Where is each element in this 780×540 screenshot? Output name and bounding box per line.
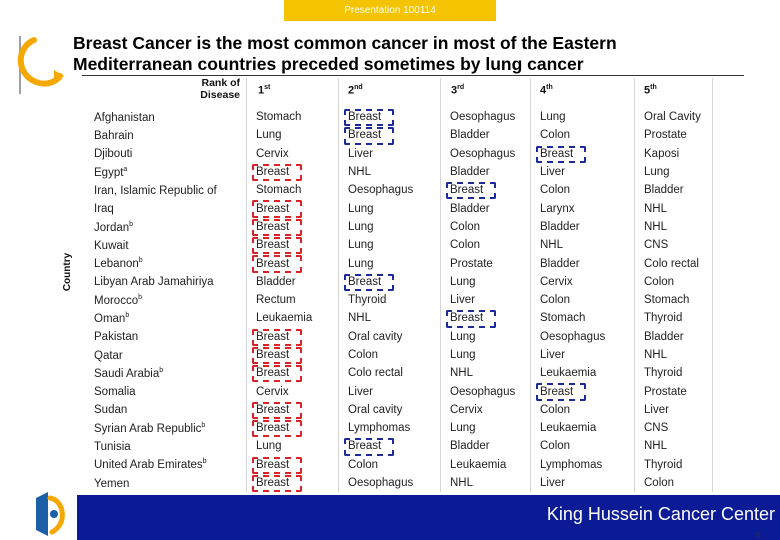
- footnote-marker: b: [201, 421, 206, 429]
- rank-cell: Stomach: [256, 184, 302, 197]
- rank-cell: Colon: [644, 275, 675, 288]
- country-cell: [94, 346, 256, 364]
- rank-cell: Bladder: [540, 220, 580, 233]
- breast-highlight: [446, 310, 496, 327]
- breast-highlight: [446, 182, 496, 199]
- rank-cell: Bladder: [256, 275, 296, 288]
- rank-cell: Breast: [256, 458, 290, 471]
- rank-cell: Colon: [348, 458, 379, 471]
- country-cell: [94, 218, 256, 236]
- table-row: [94, 126, 724, 144]
- rank-cell: Lung: [540, 111, 566, 124]
- rank-cell: Prostate: [644, 129, 687, 142]
- rank-cell: Thyroid: [644, 458, 683, 471]
- rank-cell: NHL: [644, 349, 668, 361]
- khcc-logo-icon: [30, 488, 70, 540]
- rank-of-disease-label: [178, 77, 240, 101]
- table-row: [94, 474, 724, 492]
- first-rank-breast-highlight: [252, 365, 302, 382]
- rank-cell: Breast: [540, 385, 574, 398]
- table-row: [94, 346, 724, 364]
- country-name: Djibouti: [94, 148, 133, 161]
- title-line-1: Breast Cancer is the most common cancer in most of the Eastern: [73, 33, 617, 53]
- table-row: [94, 273, 724, 291]
- table-row: [94, 401, 724, 419]
- rank-cell: Cervix: [256, 385, 289, 398]
- first-rank-breast-highlight: [252, 420, 302, 437]
- cancer-rank-table: [94, 108, 724, 492]
- rank-cell: Oral cavity: [348, 330, 403, 343]
- cancer-rank-table-body: [94, 108, 724, 492]
- rank-cell: Colon: [540, 403, 571, 416]
- rank-header-5: [644, 84, 657, 97]
- rank-cell: Cervix: [540, 275, 573, 288]
- rank-cell: Breast: [256, 257, 290, 270]
- rank-header-4: [540, 84, 553, 97]
- country-cell: [94, 254, 256, 272]
- rank-header-sup: nd: [354, 84, 363, 91]
- breast-highlight: [344, 274, 394, 291]
- footnote-marker: b: [138, 293, 143, 301]
- rank-cell: Colo rectal: [348, 367, 403, 380]
- rank-cell: Lung: [256, 440, 282, 453]
- breast-highlight: [344, 127, 394, 144]
- title-line-2: Mediterranean countries preceded sometimes by lung cancer: [73, 54, 584, 74]
- rank-cell: Bladder: [450, 129, 490, 142]
- first-rank-breast-highlight: [252, 200, 302, 217]
- rank-cell: Breast: [256, 477, 290, 490]
- table-row: [94, 364, 724, 382]
- country-name: Syrian Arab Republic: [94, 422, 202, 435]
- rank-header-num: 5: [644, 84, 651, 97]
- country-cell: [94, 181, 256, 199]
- table-row: [94, 254, 724, 272]
- rank-cell: Breast: [450, 312, 484, 325]
- country-cell: [94, 309, 256, 327]
- breast-highlight: [536, 146, 586, 163]
- rank-cell: NHL: [450, 367, 474, 380]
- country-name: Somalia: [94, 386, 136, 399]
- rank-cell: Lung: [348, 220, 374, 233]
- rank-cell: Liver: [450, 294, 475, 307]
- rank-cell: Leukaemia: [540, 422, 597, 435]
- rank-cell: Colo rectal: [644, 257, 699, 270]
- rank-cell: Breast: [348, 111, 382, 124]
- rank-cell: NHL: [540, 239, 564, 252]
- rank-cell: Larynx: [540, 202, 575, 215]
- rank-cell: Lung: [348, 257, 374, 270]
- rank-cell: NHL: [644, 202, 668, 215]
- footer-band: [77, 495, 780, 540]
- country-name: Lebanon: [94, 257, 139, 270]
- table-row: [94, 163, 724, 181]
- rank-cell: Oral Cavity: [644, 111, 701, 124]
- rank-cell: Oesophagus: [348, 184, 414, 197]
- rank-header-sup: th: [650, 84, 657, 91]
- rank-cell: Oesophagus: [450, 385, 516, 398]
- rank-cell: Breast: [256, 349, 290, 361]
- rank-cell: Breast: [256, 367, 290, 380]
- rank-cell: NHL: [644, 440, 668, 453]
- country-name: Sudan: [94, 404, 128, 417]
- table-row: [94, 199, 724, 217]
- rank-cell: Lymphomas: [540, 458, 603, 471]
- rank-header-2: [348, 84, 363, 97]
- rank-cell: Oesophagus: [348, 477, 414, 490]
- country-name: Saudi Arabia: [94, 367, 160, 380]
- corner-label-line-2: Disease: [200, 89, 240, 101]
- rank-cell: Liver: [540, 166, 565, 179]
- rank-cell: Bladder: [450, 202, 490, 215]
- country-cell: [94, 382, 256, 400]
- rank-cell: Colon: [348, 349, 379, 361]
- rank-cell: Breast: [256, 422, 290, 435]
- rank-cell: Prostate: [644, 385, 687, 398]
- rank-cell: Leukaemia: [256, 312, 313, 325]
- rank-header-num: 2: [348, 84, 355, 97]
- country-cell: [94, 437, 256, 455]
- country-cell: [94, 364, 256, 382]
- rank-cell: Stomach: [644, 294, 690, 307]
- table-row: [94, 309, 724, 327]
- presentation-banner: [284, 0, 496, 21]
- rank-cell: Colon: [450, 220, 481, 233]
- rank-cell: Lymphomas: [348, 422, 411, 435]
- country-name: Tunisia: [94, 440, 131, 453]
- rank-cell: Bladder: [540, 257, 580, 270]
- table-row: [94, 419, 724, 437]
- rank-cell: Breast: [348, 275, 382, 288]
- rank-cell: CNS: [644, 239, 669, 252]
- first-rank-breast-highlight: [252, 457, 302, 474]
- country-cell: [94, 328, 256, 346]
- country-cell: [94, 163, 256, 181]
- footnote-marker: b: [159, 366, 164, 374]
- rank-cell: Stomach: [256, 111, 302, 124]
- country-cell: [94, 291, 256, 309]
- first-rank-breast-highlight: [252, 219, 302, 236]
- rank-cell: Thyroid: [348, 294, 387, 307]
- rank-cell: Bladder: [644, 330, 684, 343]
- rank-cell: Colon: [450, 239, 481, 252]
- page-title: [73, 33, 763, 75]
- rank-cell: Thyroid: [644, 312, 683, 325]
- rank-cell: Colon: [540, 129, 571, 142]
- rank-cell: Leukaemia: [450, 458, 507, 471]
- rank-cell: Lung: [450, 275, 476, 288]
- footnote-marker: b: [202, 458, 207, 466]
- rank-cell: Breast: [256, 330, 290, 343]
- first-rank-breast-highlight: [252, 255, 302, 272]
- rank-cell: Breast: [256, 202, 290, 215]
- rank-cell: Breast: [348, 129, 382, 142]
- table-row: [94, 145, 724, 163]
- first-rank-breast-highlight: [252, 347, 302, 364]
- first-rank-breast-highlight: [252, 237, 302, 254]
- rank-cell: Breast: [256, 403, 290, 416]
- first-rank-breast-highlight: [252, 475, 302, 492]
- country-axis-label: Country: [62, 252, 73, 292]
- table-row: [94, 382, 724, 400]
- rank-header-1: [258, 84, 270, 97]
- rank-cell: Oesophagus: [450, 111, 516, 124]
- table-row: [94, 218, 724, 236]
- country-name: Oman: [94, 312, 126, 325]
- country-name: Morocco: [94, 294, 139, 307]
- footnote-marker: b: [138, 257, 143, 265]
- page-number: 8: [756, 532, 760, 539]
- country-name: Egypt: [94, 166, 124, 179]
- country-name: Qatar: [94, 349, 123, 362]
- arrow-logo-icon: [6, 32, 66, 98]
- organization-name: King Hussein Cancer Center: [546, 504, 775, 524]
- rank-cell: Liver: [644, 403, 669, 416]
- rank-cell: NHL: [348, 166, 372, 179]
- rank-cell: Bladder: [450, 440, 490, 453]
- rank-cell: Liver: [348, 385, 373, 398]
- rank-cell: Lung: [450, 330, 476, 343]
- rank-cell: Leukaemia: [540, 367, 597, 380]
- rank-cell: Lung: [450, 349, 476, 361]
- rank-header-3: [451, 84, 464, 97]
- rank-cell: Colon: [540, 184, 571, 197]
- first-rank-breast-highlight: [252, 402, 302, 419]
- rank-cell: Lung: [644, 166, 670, 179]
- title-divider: [82, 75, 744, 76]
- rank-cell: Bladder: [450, 166, 490, 179]
- rank-cell: NHL: [348, 312, 372, 325]
- rank-cell: NHL: [450, 477, 474, 490]
- rank-cell: Breast: [450, 184, 484, 197]
- corner-label-line-1: Rank of: [201, 77, 240, 89]
- rank-header-num: 1: [258, 84, 265, 97]
- country-name: Jordan: [94, 221, 130, 234]
- country-name: Kuwait: [94, 239, 129, 252]
- rank-cell: Liver: [540, 477, 565, 490]
- country-cell: [94, 145, 256, 163]
- rank-cell: Kaposi: [644, 147, 680, 160]
- rank-cell: NHL: [644, 220, 668, 233]
- country-name: Bahrain: [94, 129, 134, 142]
- rank-cell: Cervix: [256, 147, 289, 160]
- rank-cell: Colon: [540, 440, 571, 453]
- rank-cell: Rectum: [256, 294, 296, 307]
- table-row: [94, 108, 724, 126]
- country-name: Yemen: [94, 477, 130, 490]
- rank-cell: Liver: [348, 147, 373, 160]
- rank-cell: Breast: [256, 166, 290, 179]
- country-name: Libyan Arab Jamahiriya: [94, 276, 214, 289]
- country-cell: [94, 108, 256, 126]
- breast-highlight: [344, 438, 394, 455]
- rank-cell: Lung: [450, 422, 476, 435]
- rank-cell: Thyroid: [644, 367, 683, 380]
- country-cell: [94, 474, 256, 492]
- rank-cell: Prostate: [450, 257, 493, 270]
- rank-header-sup: th: [546, 84, 553, 91]
- rank-cell: Liver: [540, 349, 565, 361]
- rank-cell: Lung: [348, 239, 374, 252]
- rank-cell: Lung: [348, 202, 374, 215]
- country-cell: [94, 273, 256, 291]
- country-name: United Arab Emirates: [94, 459, 203, 472]
- country-cell: [94, 236, 256, 254]
- rank-cell: Oesophagus: [540, 330, 606, 343]
- rank-cell: Breast: [256, 220, 290, 233]
- rank-cell: Colon: [644, 477, 675, 490]
- rank-cell: Lung: [256, 129, 282, 142]
- first-rank-breast-highlight: [252, 329, 302, 346]
- rank-cell: Oral cavity: [348, 403, 403, 416]
- presentation-label: Presentation 100114: [344, 5, 436, 16]
- breast-highlight: [344, 109, 394, 126]
- country-cell: [94, 456, 256, 474]
- table-row: [94, 328, 724, 346]
- rank-header-sup: st: [264, 84, 271, 91]
- country-name: Iran, Islamic Republic of: [94, 184, 217, 197]
- rank-cell: Oesophagus: [450, 147, 516, 160]
- country-name: Afghanistan: [94, 111, 155, 124]
- rank-cell: Cervix: [450, 403, 483, 416]
- footnote-marker: b: [125, 312, 130, 319]
- table-row: [94, 291, 724, 309]
- rank-header-sup: rd: [457, 84, 465, 91]
- rank-header-num: 3: [451, 84, 458, 97]
- rank-header-num: 4: [540, 84, 547, 97]
- rank-cell: Colon: [540, 294, 571, 307]
- footnote-marker: a: [123, 165, 128, 173]
- country-cell: [94, 126, 256, 144]
- table-row: [94, 181, 724, 199]
- breast-highlight: [536, 383, 586, 400]
- rank-cell: Stomach: [540, 312, 586, 325]
- footnote-marker: b: [129, 220, 134, 228]
- country-cell: [94, 401, 256, 419]
- rank-cell: Breast: [256, 239, 290, 252]
- country-cell: [94, 419, 256, 437]
- table-row: [94, 236, 724, 254]
- country-name: Iraq: [94, 203, 114, 216]
- country-cell: [94, 199, 256, 217]
- rank-cell: Bladder: [644, 184, 684, 197]
- table-row: [94, 456, 724, 474]
- rank-cell: Breast: [540, 147, 574, 160]
- table-row: [94, 437, 724, 455]
- rank-cell: Breast: [348, 440, 382, 453]
- country-name: Pakistan: [94, 331, 139, 344]
- rank-cell: CNS: [644, 422, 669, 435]
- first-rank-breast-highlight: [252, 164, 302, 181]
